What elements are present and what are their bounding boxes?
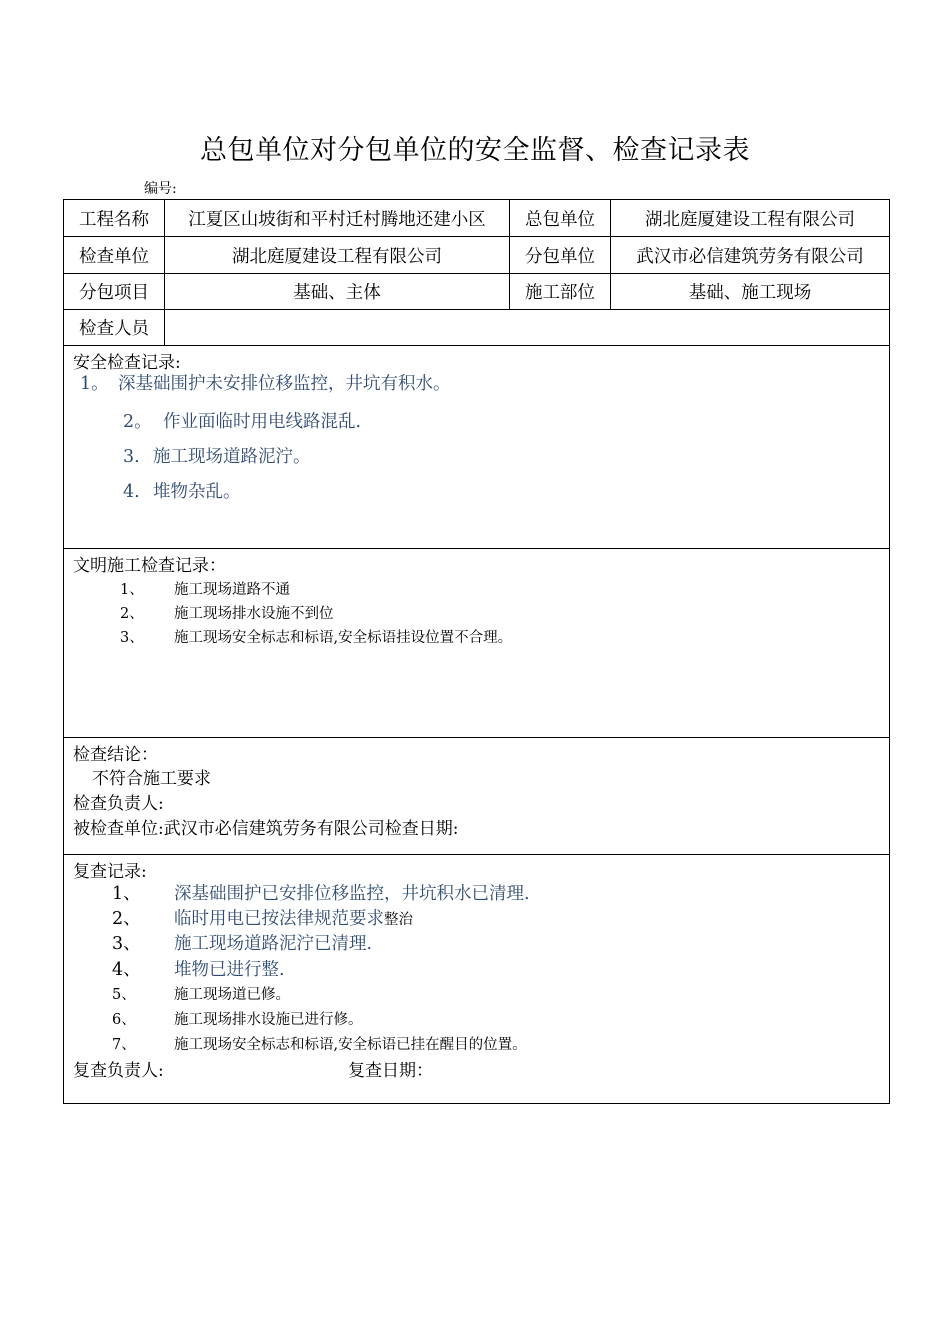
list-item: 2。 作业面临时用电线路混乱. [123,412,362,432]
value-inspection-unit: 湖北庭厦建设工程有限公司 [164,237,509,273]
label-subcontractor: 分包单位 [509,237,610,273]
serial-number-label: 编号: [144,181,177,197]
list-item: 3. 施工现场道路泥泞。 [123,447,311,467]
list-item: 3、 施工现场道路泥泞已清理. [112,934,373,954]
value-subcontract-item: 基础、主体 [164,274,509,309]
recheck-responsible: 复查负责人: [73,1061,164,1081]
conclusion-heading: 检查结论： [73,745,158,765]
list-item: 4. 堆物杂乱。 [123,482,241,502]
value-general-contractor: 湖北庭厦建设工程有限公司 [610,200,889,236]
list-item: 4、 堆物已进行整. [112,960,285,980]
list-item: 6、 施工现场排水设施已进行修。 [112,1012,363,1028]
conclusion-section [64,738,889,855]
label-general-contractor: 总包单位 [509,200,610,236]
info-row-inspectors [64,310,889,346]
value-subcontractor: 武汉市必信建筑劳务有限公司 [610,237,889,273]
list-item: 1、 施工现场道路不通 [120,582,290,598]
inspection-responsible: 检查负责人: [73,794,164,814]
list-item: 2、 施工现场排水设施不到位 [120,606,334,622]
label-subcontract-item: 分包项目 [79,283,149,303]
value-project-name: 江夏区山坡街和平村迁村腾地还建小区 [164,200,509,236]
value-inspectors [164,310,889,345]
conclusion-text: 不符合施工要求 [92,769,211,789]
label-construction-area: 施工部位 [509,274,610,309]
civil-heading: 文明施工检查记录： [73,556,226,576]
recheck-heading: 复查记录: [73,862,147,882]
label-project-name: 工程名称 [79,209,149,230]
label-inspectors: 检查人员 [79,319,149,339]
recheck-section [64,855,889,1103]
info-row-scope [64,274,889,310]
list-item: 3、 施工现场安全标志和标语,安全标语挂设位置不合理。 [120,630,513,646]
value-construction-area: 基础、施工现场 [610,274,889,309]
recheck-date: 复查日期： [348,1061,433,1081]
inspected-unit-and-date: 被检查单位:武汉市必信建筑劳务有限公司检查日期: [73,819,459,839]
list-item: 7、 施工现场安全标志和标语,安全标语已挂在醒目的位置。 [112,1037,527,1053]
label-inspection-unit: 检查单位 [79,246,149,267]
list-item: 2、 临时用电已按法律规范要求整治 [112,909,413,929]
page-title: 总包单位对分包单位的安全监督、检查记录表 [200,135,750,166]
list-item: 1。 深基础围护未安排位移监控，井坑有积水。 [80,374,451,394]
list-item: 5、 施工现场道已修。 [112,987,290,1003]
info-row-units [64,237,889,274]
inspection-form [63,199,890,1104]
list-item: 1、 深基础围护已安排位移监控，井坑积水已清理. [112,884,530,904]
info-row-project [64,200,889,237]
safety-heading: 安全检查记录: [73,353,181,373]
civilized-construction-section [64,549,889,738]
safety-inspection-section [64,346,889,549]
